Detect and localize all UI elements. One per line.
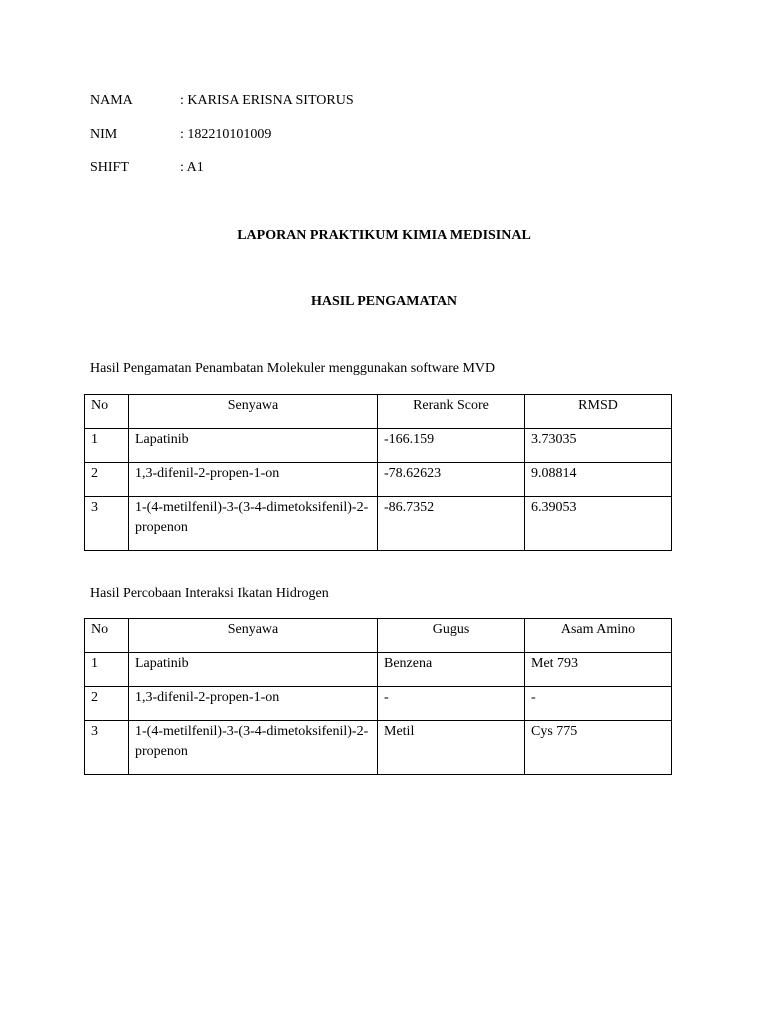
nim-value: : 182210101009 bbox=[180, 127, 272, 142]
cell-asam-amino: - bbox=[525, 687, 672, 721]
cell-no: 1 bbox=[85, 653, 129, 687]
table-row bbox=[85, 653, 672, 687]
column-header-rmsd: RMSD bbox=[525, 395, 672, 429]
hbond-table-caption: Hasil Percobaan Interaksi Ikatan Hidrogen bbox=[90, 586, 329, 601]
cell-rmsd: 6.39053 bbox=[525, 497, 672, 551]
cell-rerank-score: -166.159 bbox=[378, 429, 525, 463]
cell-senyawa: 1,3-difenil-2-propen-1-on bbox=[129, 463, 378, 497]
name-value: : KARISA ERISNA SITORUS bbox=[180, 93, 354, 108]
column-header-senyawa: Senyawa bbox=[129, 619, 378, 653]
cell-gugus: Metil bbox=[378, 721, 525, 775]
column-header-gugus: Gugus bbox=[378, 619, 525, 653]
cell-no: 1 bbox=[85, 429, 129, 463]
shift-value: : A1 bbox=[180, 160, 204, 175]
cell-no: 2 bbox=[85, 687, 129, 721]
table-row bbox=[85, 429, 672, 463]
table-header-row bbox=[85, 395, 672, 429]
student-nim-row bbox=[90, 125, 271, 145]
cell-senyawa: 1-(4-metilfenil)-3-(3-4-dimetoksifenil)-2-propenon bbox=[129, 497, 378, 551]
cell-no: 2 bbox=[85, 463, 129, 497]
nim-label: NIM bbox=[90, 127, 118, 142]
column-header-senyawa: Senyawa bbox=[129, 395, 378, 429]
docking-results-table bbox=[84, 394, 672, 551]
table-row bbox=[85, 721, 672, 775]
column-header-rerank-score: Rerank Score bbox=[378, 395, 525, 429]
cell-senyawa: Lapatinib bbox=[129, 653, 378, 687]
cell-senyawa: Lapatinib bbox=[129, 429, 378, 463]
cell-senyawa: 1-(4-metilfenil)-3-(3-4-dimetoksifenil)-2-propenon bbox=[129, 721, 378, 775]
cell-gugus: Benzena bbox=[378, 653, 525, 687]
cell-rmsd: 3.73035 bbox=[525, 429, 672, 463]
student-name-row bbox=[90, 91, 354, 111]
report-title: LAPORAN PRAKTIKUM KIMIA MEDISINAL bbox=[237, 228, 531, 243]
column-header-asam-amino: Asam Amino bbox=[525, 619, 672, 653]
cell-gugus: - bbox=[378, 687, 525, 721]
column-header-no: No bbox=[85, 395, 129, 429]
shift-label: SHIFT bbox=[90, 160, 129, 175]
cell-rmsd: 9.08814 bbox=[525, 463, 672, 497]
hydrogen-bond-table bbox=[84, 618, 672, 775]
cell-rerank-score: -86.7352 bbox=[378, 497, 525, 551]
table-row bbox=[85, 687, 672, 721]
name-label: NAMA bbox=[90, 93, 133, 108]
column-header-no: No bbox=[85, 619, 129, 653]
student-shift-row bbox=[90, 158, 204, 178]
section-title: HASIL PENGAMATAN bbox=[310, 294, 458, 309]
cell-asam-amino: Met 793 bbox=[525, 653, 672, 687]
cell-senyawa: 1,3-difenil-2-propen-1-on bbox=[129, 687, 378, 721]
docking-table-caption: Hasil Pengamatan Penambatan Molekuler menggunakan software MVD bbox=[90, 361, 496, 376]
cell-rerank-score: -78.62623 bbox=[378, 463, 525, 497]
cell-no: 3 bbox=[85, 497, 129, 551]
cell-no: 3 bbox=[85, 721, 129, 775]
table-header-row bbox=[85, 619, 672, 653]
cell-asam-amino: Cys 775 bbox=[525, 721, 672, 775]
table-row bbox=[85, 497, 672, 551]
table-row bbox=[85, 463, 672, 497]
